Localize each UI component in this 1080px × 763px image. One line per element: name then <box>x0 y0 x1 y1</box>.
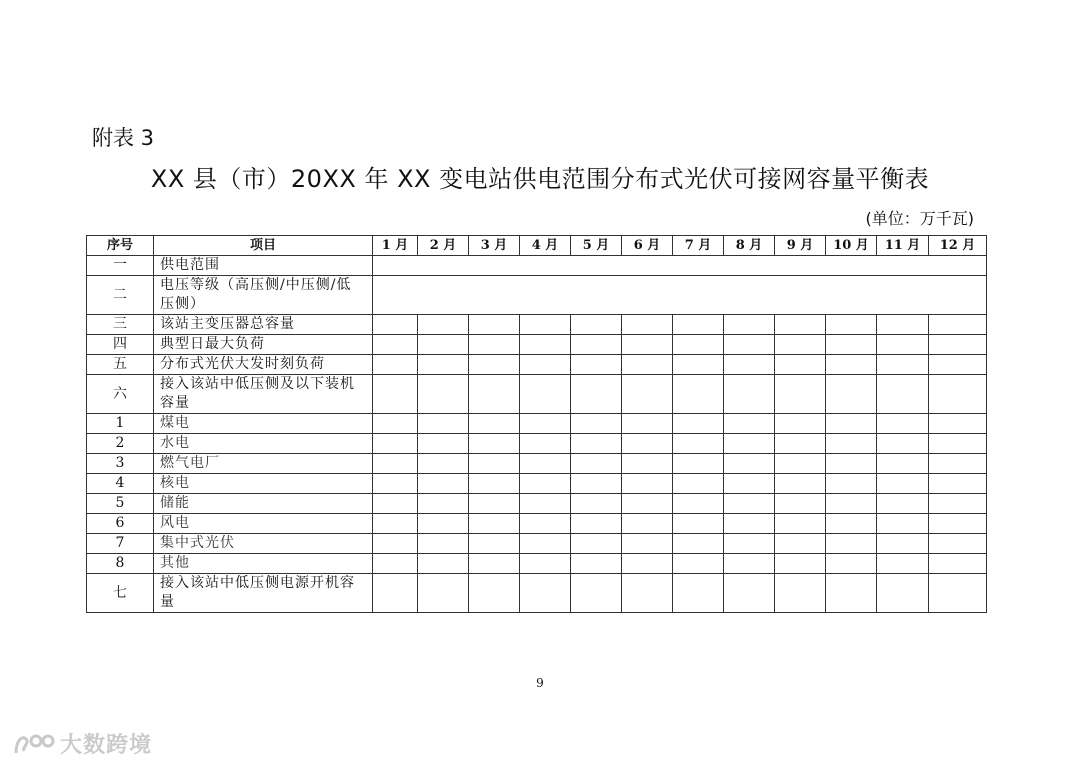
month-value-cell <box>775 474 826 494</box>
row-item-label: 典型日最大负荷 <box>154 335 373 355</box>
month-value-cell <box>724 355 775 375</box>
column-header: 2 月 <box>418 236 469 256</box>
month-value-cell <box>418 554 469 574</box>
month-value-cell <box>571 554 622 574</box>
row-item-label: 煤电 <box>154 414 373 434</box>
month-value-cell <box>673 474 724 494</box>
month-value-cell <box>622 454 673 474</box>
month-value-cell <box>571 434 622 454</box>
month-value-cell <box>775 355 826 375</box>
month-value-cell <box>826 454 877 474</box>
month-value-cell <box>929 335 987 355</box>
month-value-cell <box>929 514 987 534</box>
month-value-cell <box>418 494 469 514</box>
month-value-cell <box>929 434 987 454</box>
column-header: 7 月 <box>673 236 724 256</box>
row-number: 五 <box>87 355 154 375</box>
month-value-cell <box>418 474 469 494</box>
month-value-cell <box>673 434 724 454</box>
month-value-cell <box>877 454 929 474</box>
month-value-cell <box>520 534 571 554</box>
column-header: 项目 <box>154 236 373 256</box>
month-value-cell <box>622 414 673 434</box>
row-number: 7 <box>87 534 154 554</box>
month-value-cell <box>775 514 826 534</box>
month-value-cell <box>469 355 520 375</box>
column-header: 10 月 <box>826 236 877 256</box>
row-item-label: 集中式光伏 <box>154 534 373 554</box>
month-value-cell <box>673 315 724 335</box>
month-value-cell <box>929 315 987 335</box>
month-value-cell <box>673 454 724 474</box>
month-value-cell <box>622 375 673 414</box>
month-value-cell <box>826 534 877 554</box>
row-number: 2 <box>87 434 154 454</box>
month-value-cell <box>469 574 520 613</box>
month-value-cell <box>826 474 877 494</box>
month-value-cell <box>877 574 929 613</box>
table-row <box>87 574 987 613</box>
month-value-cell <box>826 414 877 434</box>
table-row <box>87 335 987 355</box>
month-value-cell <box>724 315 775 335</box>
table-row <box>87 315 987 335</box>
merged-value-cell <box>373 256 987 276</box>
row-item-label: 风电 <box>154 514 373 534</box>
month-value-cell <box>622 355 673 375</box>
month-value-cell <box>673 534 724 554</box>
month-value-cell <box>520 574 571 613</box>
month-value-cell <box>418 434 469 454</box>
month-value-cell <box>775 335 826 355</box>
month-value-cell <box>929 414 987 434</box>
row-item-label: 分布式光伏大发时刻负荷 <box>154 355 373 375</box>
month-value-cell <box>929 355 987 375</box>
row-number: 七 <box>87 574 154 613</box>
table-row <box>87 534 987 554</box>
month-value-cell <box>724 474 775 494</box>
month-value-cell <box>571 355 622 375</box>
row-item-label: 该站主变压器总容量 <box>154 315 373 335</box>
month-value-cell <box>877 375 929 414</box>
month-value-cell <box>673 574 724 613</box>
table-row <box>87 256 987 276</box>
month-value-cell <box>622 574 673 613</box>
month-value-cell <box>520 454 571 474</box>
column-header: 1 月 <box>373 236 418 256</box>
row-item-label: 核电 <box>154 474 373 494</box>
month-value-cell <box>418 574 469 613</box>
month-value-cell <box>826 375 877 414</box>
capacity-balance-table <box>86 235 987 613</box>
row-number: 二 <box>87 276 154 315</box>
month-value-cell <box>373 315 418 335</box>
month-value-cell <box>373 454 418 474</box>
month-value-cell <box>469 554 520 574</box>
month-value-cell <box>622 474 673 494</box>
month-value-cell <box>877 335 929 355</box>
month-value-cell <box>418 454 469 474</box>
table-row <box>87 494 987 514</box>
month-value-cell <box>775 434 826 454</box>
month-value-cell <box>724 514 775 534</box>
month-value-cell <box>622 335 673 355</box>
month-value-cell <box>877 355 929 375</box>
row-number: 8 <box>87 554 154 574</box>
table-row <box>87 355 987 375</box>
month-value-cell <box>469 474 520 494</box>
month-value-cell <box>724 574 775 613</box>
table-row <box>87 375 987 414</box>
month-value-cell <box>929 375 987 414</box>
column-header: 5 月 <box>571 236 622 256</box>
month-value-cell <box>622 554 673 574</box>
month-value-cell <box>373 554 418 574</box>
month-value-cell <box>373 335 418 355</box>
month-value-cell <box>877 554 929 574</box>
month-value-cell <box>520 315 571 335</box>
month-value-cell <box>877 434 929 454</box>
unit-label: (单位：万千瓦) <box>865 209 974 228</box>
month-value-cell <box>571 335 622 355</box>
month-value-cell <box>469 375 520 414</box>
table-title: XX 县（市）20XX 年 XX 变电站供电范围分布式光伏可接网容量平衡表 <box>150 165 930 193</box>
month-value-cell <box>775 414 826 434</box>
row-number: 一 <box>87 256 154 276</box>
month-value-cell <box>826 574 877 613</box>
table-row <box>87 554 987 574</box>
month-value-cell <box>373 494 418 514</box>
month-value-cell <box>673 375 724 414</box>
month-value-cell <box>418 355 469 375</box>
month-value-cell <box>929 454 987 474</box>
column-header: 12 月 <box>929 236 987 256</box>
month-value-cell <box>877 474 929 494</box>
watermark-text: 大数跨境 <box>60 733 153 758</box>
month-value-cell <box>373 514 418 534</box>
column-header: 9 月 <box>775 236 826 256</box>
column-header: 8 月 <box>724 236 775 256</box>
page-number: 9 <box>536 676 544 690</box>
month-value-cell <box>373 574 418 613</box>
month-value-cell <box>571 375 622 414</box>
month-value-cell <box>373 355 418 375</box>
row-number: 6 <box>87 514 154 534</box>
row-number: 3 <box>87 454 154 474</box>
row-item-label: 燃气电厂 <box>154 454 373 474</box>
month-value-cell <box>622 514 673 534</box>
row-number: 1 <box>87 414 154 434</box>
watermark <box>12 728 152 759</box>
month-value-cell <box>520 494 571 514</box>
month-value-cell <box>826 315 877 335</box>
month-value-cell <box>775 534 826 554</box>
month-value-cell <box>673 554 724 574</box>
month-value-cell <box>826 434 877 454</box>
month-value-cell <box>673 514 724 534</box>
row-item-label: 接入该站中低压侧及以下装机容量 <box>154 375 373 414</box>
month-value-cell <box>469 434 520 454</box>
month-value-cell <box>724 554 775 574</box>
month-value-cell <box>775 315 826 335</box>
month-value-cell <box>418 514 469 534</box>
row-number: 5 <box>87 494 154 514</box>
month-value-cell <box>571 494 622 514</box>
month-value-cell <box>373 474 418 494</box>
month-value-cell <box>571 534 622 554</box>
month-value-cell <box>520 335 571 355</box>
watermark-logo-icon <box>12 731 56 757</box>
month-value-cell <box>826 355 877 375</box>
month-value-cell <box>571 514 622 534</box>
month-value-cell <box>373 534 418 554</box>
row-item-label: 水电 <box>154 434 373 454</box>
month-value-cell <box>520 414 571 434</box>
month-value-cell <box>520 355 571 375</box>
month-value-cell <box>826 494 877 514</box>
month-value-cell <box>520 474 571 494</box>
month-value-cell <box>622 534 673 554</box>
column-header: 序号 <box>87 236 154 256</box>
month-value-cell <box>418 375 469 414</box>
month-value-cell <box>469 454 520 474</box>
table-row <box>87 474 987 494</box>
table-row <box>87 276 987 315</box>
month-value-cell <box>520 514 571 534</box>
month-value-cell <box>673 335 724 355</box>
month-value-cell <box>469 315 520 335</box>
row-number: 4 <box>87 474 154 494</box>
column-header: 6 月 <box>622 236 673 256</box>
month-value-cell <box>724 375 775 414</box>
month-value-cell <box>724 494 775 514</box>
month-value-cell <box>724 534 775 554</box>
month-value-cell <box>877 514 929 534</box>
month-value-cell <box>877 534 929 554</box>
month-value-cell <box>929 534 987 554</box>
month-value-cell <box>520 434 571 454</box>
month-value-cell <box>520 375 571 414</box>
month-value-cell <box>418 534 469 554</box>
month-value-cell <box>877 315 929 335</box>
month-value-cell <box>571 474 622 494</box>
column-header: 11 月 <box>877 236 929 256</box>
row-number: 四 <box>87 335 154 355</box>
month-value-cell <box>571 574 622 613</box>
month-value-cell <box>929 554 987 574</box>
month-value-cell <box>826 514 877 534</box>
month-value-cell <box>775 454 826 474</box>
table-row <box>87 434 987 454</box>
month-value-cell <box>469 335 520 355</box>
month-value-cell <box>373 414 418 434</box>
month-value-cell <box>673 355 724 375</box>
month-value-cell <box>929 574 987 613</box>
month-value-cell <box>673 414 724 434</box>
month-value-cell <box>775 494 826 514</box>
month-value-cell <box>373 375 418 414</box>
month-value-cell <box>826 335 877 355</box>
row-number: 六 <box>87 375 154 414</box>
month-value-cell <box>673 494 724 514</box>
month-value-cell <box>826 554 877 574</box>
month-value-cell <box>418 335 469 355</box>
month-value-cell <box>775 375 826 414</box>
month-value-cell <box>469 514 520 534</box>
month-value-cell <box>373 434 418 454</box>
table-header-row <box>87 236 987 256</box>
month-value-cell <box>622 315 673 335</box>
table-row <box>87 514 987 534</box>
month-value-cell <box>877 494 929 514</box>
table-row <box>87 414 987 434</box>
month-value-cell <box>622 434 673 454</box>
month-value-cell <box>775 574 826 613</box>
month-value-cell <box>877 414 929 434</box>
month-value-cell <box>929 474 987 494</box>
month-value-cell <box>520 554 571 574</box>
row-item-label: 其他 <box>154 554 373 574</box>
annex-label: 附表 3 <box>92 126 155 150</box>
row-item-label: 储能 <box>154 494 373 514</box>
month-value-cell <box>571 414 622 434</box>
month-value-cell <box>469 494 520 514</box>
month-value-cell <box>622 494 673 514</box>
table-row <box>87 454 987 474</box>
month-value-cell <box>929 494 987 514</box>
row-number: 三 <box>87 315 154 335</box>
row-item-label: 供电范围 <box>154 256 373 276</box>
row-item-label: 接入该站中低压侧电源开机容量 <box>154 574 373 613</box>
month-value-cell <box>469 414 520 434</box>
month-value-cell <box>418 414 469 434</box>
month-value-cell <box>724 414 775 434</box>
month-value-cell <box>775 554 826 574</box>
column-header: 4 月 <box>520 236 571 256</box>
month-value-cell <box>724 335 775 355</box>
month-value-cell <box>724 454 775 474</box>
month-value-cell <box>571 315 622 335</box>
month-value-cell <box>418 315 469 335</box>
row-item-label: 电压等级（高压侧/中压侧/低压侧） <box>154 276 373 315</box>
merged-value-cell <box>373 276 987 315</box>
month-value-cell <box>724 434 775 454</box>
month-value-cell <box>469 534 520 554</box>
month-value-cell <box>571 454 622 474</box>
column-header: 3 月 <box>469 236 520 256</box>
